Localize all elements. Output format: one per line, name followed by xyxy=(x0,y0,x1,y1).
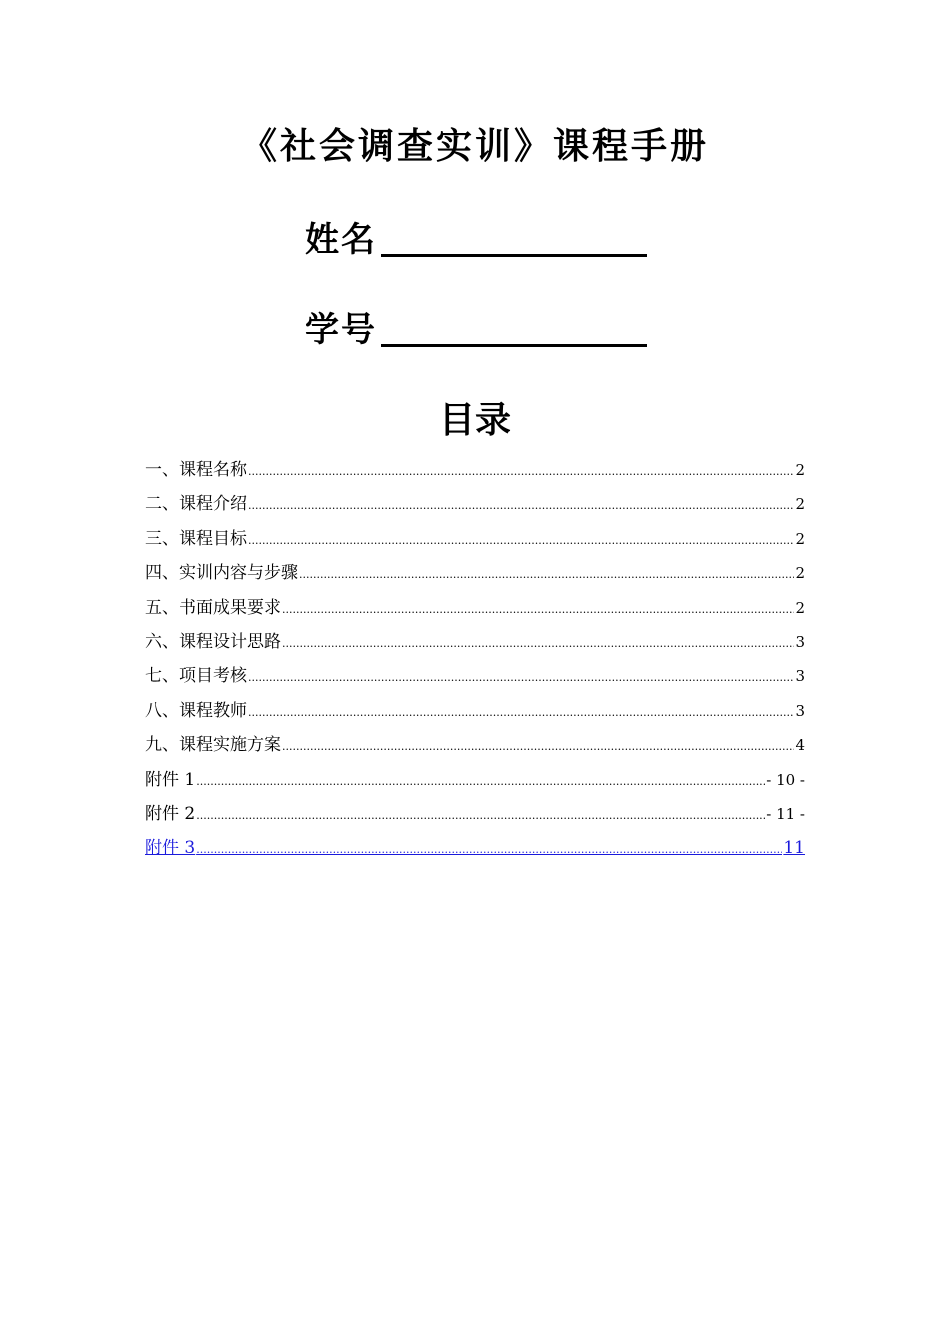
toc-leader xyxy=(282,596,794,624)
toc-entry-page: - 10 - xyxy=(766,770,805,789)
toc-entry-text: 附件 1 xyxy=(145,769,196,790)
student-id-label: 学号 xyxy=(305,310,377,350)
toc-leader xyxy=(248,492,794,520)
toc-leader xyxy=(196,768,765,796)
toc-entry[interactable] xyxy=(145,490,805,524)
toc-entry-page: 2 xyxy=(795,598,805,617)
toc-leader xyxy=(282,733,794,761)
toc-entry-text: 五、书面成果要求 xyxy=(145,597,281,618)
toc-heading: 目录 xyxy=(438,400,511,441)
toc-entry[interactable] xyxy=(145,766,805,800)
toc-entry-text: 四、实训内容与步骤 xyxy=(145,563,298,584)
toc-entry-page: 3 xyxy=(795,632,805,651)
student-id-blank-line xyxy=(381,314,647,347)
toc-entry-page: 2 xyxy=(795,564,805,583)
document-title: 《社会调查实训》课程手册 xyxy=(240,125,709,167)
toc-entry-text: 附件 3 xyxy=(145,838,196,859)
toc-leader xyxy=(248,699,794,727)
toc-entry[interactable] xyxy=(145,731,805,765)
toc-entry-text: 二、课程介绍 xyxy=(145,494,247,515)
toc-entry-text: 六、课程设计思路 xyxy=(145,631,281,652)
toc-leader xyxy=(299,561,794,589)
toc-entry-text: 七、项目考核 xyxy=(145,666,247,687)
toc-leader xyxy=(248,527,794,555)
toc-entry-page: 2 xyxy=(795,529,805,548)
toc-entry[interactable] xyxy=(145,628,805,662)
toc-leader xyxy=(248,664,794,692)
toc-entry-page: 2 xyxy=(795,495,805,514)
toc-entry-text: 一、课程名称 xyxy=(145,460,247,480)
toc-entry[interactable] xyxy=(145,594,805,628)
toc-entry[interactable] xyxy=(145,525,805,559)
toc-entry-link[interactable] xyxy=(145,834,805,868)
toc-entry-text: 九、课程实施方案 xyxy=(145,735,281,756)
toc-leader xyxy=(248,458,794,486)
toc-entry-page: 4 xyxy=(795,736,805,755)
toc-leader xyxy=(196,802,765,830)
toc-entry-page: 11 xyxy=(783,838,805,859)
toc-entry[interactable] xyxy=(145,456,805,490)
toc-entry-page: - 11 - xyxy=(766,804,805,823)
toc-entry[interactable] xyxy=(145,559,805,593)
toc-entry[interactable] xyxy=(145,697,805,731)
toc-entry-page: 2 xyxy=(795,461,805,479)
name-blank-line xyxy=(381,224,647,257)
toc-entry-page: 3 xyxy=(795,667,805,686)
toc-entry[interactable] xyxy=(145,662,805,696)
toc-entry-text: 附件 2 xyxy=(145,803,196,824)
name-label: 姓名 xyxy=(305,220,377,260)
toc-entry-page: 3 xyxy=(795,701,805,720)
toc-leader xyxy=(282,630,794,658)
toc-entry-text: 三、课程目标 xyxy=(145,528,247,549)
toc-entry[interactable] xyxy=(145,800,805,834)
toc-entry-text: 八、课程教师 xyxy=(145,700,247,721)
name-field xyxy=(305,212,665,261)
table-of-contents xyxy=(145,456,805,869)
student-id-field xyxy=(305,302,665,351)
toc-leader xyxy=(196,836,782,864)
